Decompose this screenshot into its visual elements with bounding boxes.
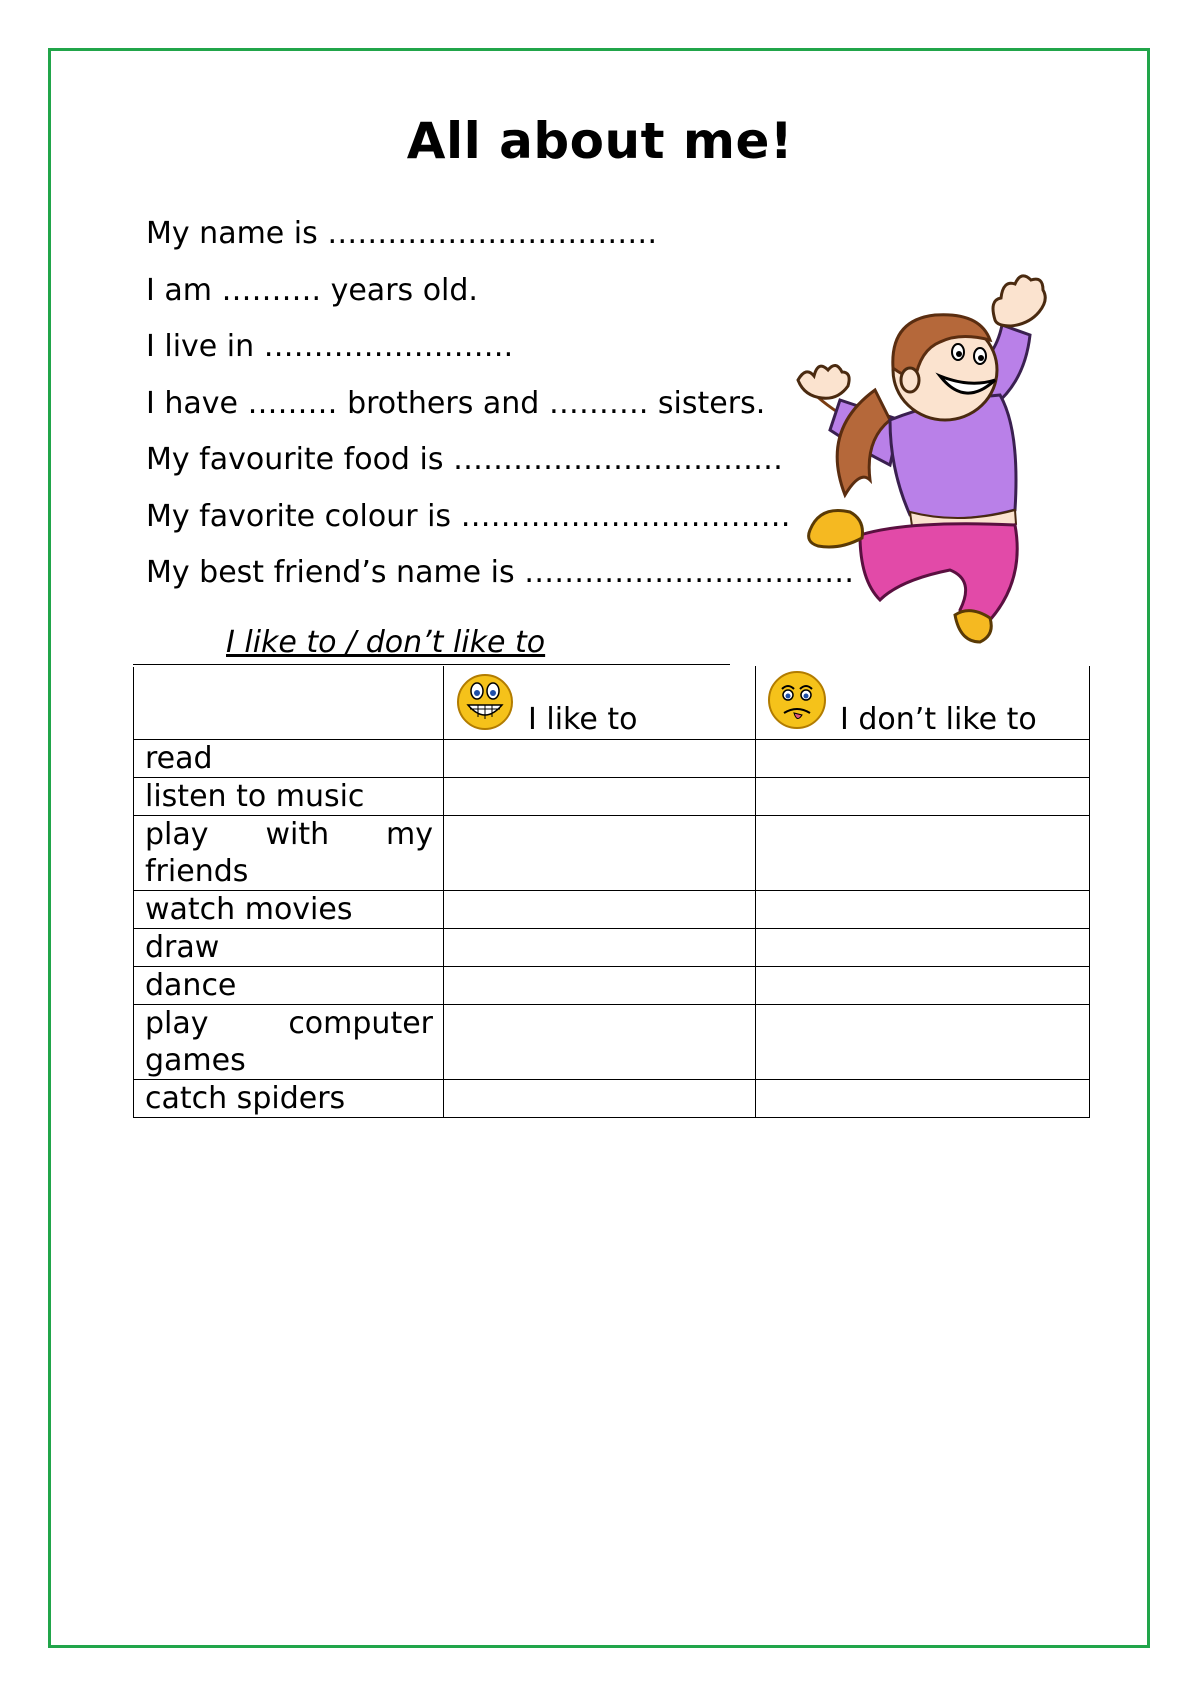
- disgusted-face-icon: [766, 669, 828, 731]
- dislike-cell[interactable]: [756, 929, 1090, 967]
- dislike-cell[interactable]: [756, 778, 1090, 816]
- table-row: [134, 778, 1090, 816]
- table-row: [134, 1080, 1090, 1118]
- activity-cell: watch movies: [134, 891, 444, 929]
- header-empty-cell: [134, 667, 444, 740]
- grinning-face-icon: [454, 669, 516, 731]
- like-cell[interactable]: [444, 967, 756, 1005]
- dislike-cell[interactable]: [756, 740, 1090, 778]
- name-line: My name is ……………………………: [146, 216, 658, 251]
- activity-cell: draw: [134, 929, 444, 967]
- siblings-line: I have ……… brothers and ………. sisters.: [146, 385, 766, 421]
- header-dislike-label: I don’t like to: [840, 702, 1037, 737]
- dislike-cell[interactable]: [756, 891, 1090, 929]
- table-header-row: [134, 667, 1090, 740]
- like-cell[interactable]: [444, 816, 756, 891]
- like-cell[interactable]: [444, 929, 756, 967]
- table-row: [134, 1005, 1090, 1080]
- table-subheading: I like to / don’t like to: [226, 625, 546, 660]
- table-row: [134, 740, 1090, 778]
- like-cell[interactable]: [444, 1005, 756, 1080]
- table-row: [134, 891, 1090, 929]
- activity-cell: play computer games: [134, 1005, 444, 1080]
- colour-line: My favorite colour is ……………………………: [146, 498, 791, 534]
- page-title: All about me!: [406, 112, 794, 170]
- info-lines: [146, 206, 855, 602]
- dislike-cell[interactable]: [756, 816, 1090, 891]
- like-cell[interactable]: [444, 778, 756, 816]
- header-dislike-cell: [756, 667, 1090, 740]
- activity-cell: dance: [134, 967, 444, 1005]
- dislike-cell[interactable]: [756, 967, 1090, 1005]
- activity-cell: play with my friends: [134, 816, 444, 891]
- friend-line: My best friend’s name is ……………………………: [146, 555, 855, 590]
- dislike-cell[interactable]: [756, 1005, 1090, 1080]
- table-top-rule: [133, 664, 730, 665]
- likes-table: [133, 666, 1090, 1118]
- city-line: I live in …………………….: [146, 329, 514, 364]
- like-cell[interactable]: [444, 740, 756, 778]
- jumping-girl-illustration: [790, 280, 1090, 670]
- dislike-cell[interactable]: [756, 1080, 1090, 1118]
- activity-cell: read: [134, 740, 444, 778]
- header-like-label: I like to: [528, 702, 638, 737]
- table-row: [134, 816, 1090, 891]
- like-cell[interactable]: [444, 891, 756, 929]
- food-line: My favourite food is ……………………………: [146, 442, 784, 477]
- table-row: [134, 967, 1090, 1005]
- like-cell[interactable]: [444, 1080, 756, 1118]
- header-like-cell: [444, 667, 756, 740]
- activity-cell: listen to music: [134, 778, 444, 816]
- age-line: I am ………. years old.: [146, 272, 478, 308]
- activity-cell: catch spiders: [134, 1080, 444, 1118]
- table-row: [134, 929, 1090, 967]
